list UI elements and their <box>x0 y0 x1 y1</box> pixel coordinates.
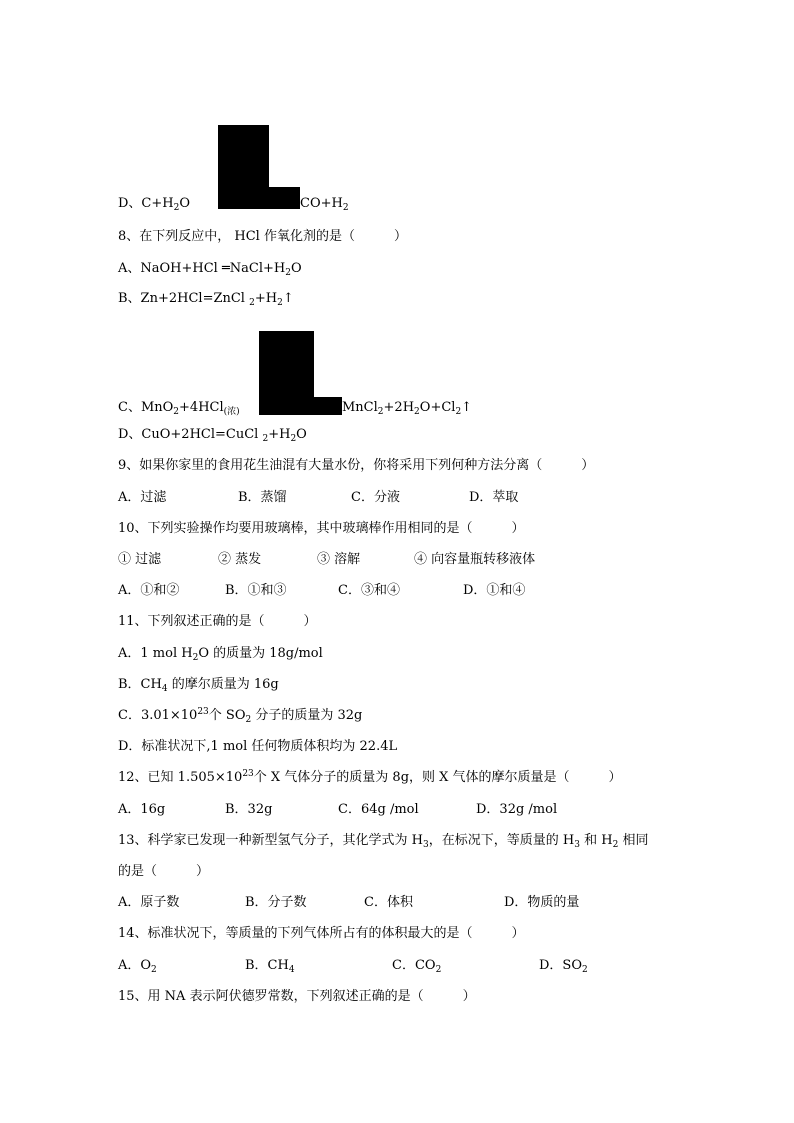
q10-item-1: ① 过滤 <box>118 552 162 567</box>
q7-option-d-right: $CO+H_2$ <box>300 196 349 213</box>
q11-option-b: B．$CH_4$ 的摩尔质量为 16g <box>118 677 279 694</box>
q10-option-c: C．③和④ <box>338 583 400 598</box>
q10-option-a: A．①和② <box>118 583 180 598</box>
q13-stem-line2: 的是（ ） <box>118 864 210 879</box>
q13-option-d: D．物质的量 <box>504 895 580 910</box>
q11-stem: 11、下列叙述正确的是（ ） <box>118 614 317 629</box>
q8-option-b: B、Zn+2HCl=ZnCl $_2+H_2↑$ <box>118 291 294 308</box>
q8-option-d: D、CuO+2HCl=CuCl $_2+H_2O$ <box>118 427 307 444</box>
q10-item-3: ③ 溶解 <box>317 552 361 567</box>
q14-option-d: D．$SO_2$ <box>539 958 588 975</box>
q14-option-a: A．$O_2$ <box>118 958 157 975</box>
q11-option-d: D．标准状况下,1 mol 任何物质体积均为 22.4L <box>118 739 398 754</box>
q14-option-b: B．$CH_4$ <box>245 958 295 975</box>
q10-option-d: D．①和④ <box>463 583 526 598</box>
q14-option-c: C．$CO_2$ <box>392 958 442 975</box>
q12-stem: 12、已知 $1.505\times 10^{23}$个 X 气体分子的质量为 8g，则 X 气体的摩尔质量是（ ） <box>118 769 622 785</box>
q9-option-a: A．过滤 <box>118 490 167 505</box>
q13-stem: 13、科学家已发现一种新型氢气分子，其化学式为 $H_3$，在标况下，等质量的 $H_3$ 和 $H_2$ 相同 <box>118 833 649 850</box>
q8-option-a: A、NaOH+HCl $═NaCl+H_2O$ <box>118 261 302 278</box>
redaction-block-4 <box>300 397 342 415</box>
q10-stem: 10、下列实验操作均要用玻璃棒，其中玻璃棒作用相同的是（ ） <box>118 521 525 536</box>
q10-option-b: B．①和③ <box>225 583 287 598</box>
q9-stem: 9、如果你家里的食用花生油混有大量水份，你将采用下列何种方法分离（ ） <box>118 458 595 473</box>
q11-option-a: A．1 mol $H_2O$ 的质量为 18g/mol <box>118 646 323 663</box>
q13-option-a: A．原子数 <box>118 895 180 910</box>
q7-option-d-left: D、$C+H_2O$ <box>118 196 191 213</box>
q12-option-b: B．32g <box>225 802 273 817</box>
q10-item-2: ② 蒸发 <box>218 552 262 567</box>
q13-option-c: C．体积 <box>364 895 413 910</box>
q9-option-c: C．分液 <box>351 490 400 505</box>
q13-option-b: B．分子数 <box>245 895 307 910</box>
q11-option-c: C．$3.01\times 10^{23}$个 $SO_2$ 分子的质量为 32g <box>118 707 363 725</box>
q12-option-c: C．64g /mol <box>338 802 419 817</box>
q14-stem: 14、标准状况下，等质量的下列气体所占有的体积最大的是（ ） <box>118 926 525 941</box>
q12-option-a: A．16g <box>118 802 166 817</box>
redaction-block-2 <box>258 187 300 209</box>
q8-option-c-left: C、MnO$_2$+4HCl$_{(浓)}$ <box>118 400 240 417</box>
q8-stem: 8、在下列反应中， HCl 作氧化剂的是（ ） <box>118 229 407 244</box>
q12-option-d: D．32g /mol <box>476 802 558 817</box>
q8-option-c-right: $MnCl_2+2H_2O+Cl_2↑$ <box>342 400 473 417</box>
q9-option-d: D．萃取 <box>469 490 519 505</box>
q10-item-4: ④ 向容量瓶转移液体 <box>414 552 536 567</box>
q15-stem: 15、用 NA 表示阿伏德罗常数，下列叙述正确的是（ ） <box>118 989 476 1004</box>
q9-option-b: B．蒸馏 <box>238 490 287 505</box>
